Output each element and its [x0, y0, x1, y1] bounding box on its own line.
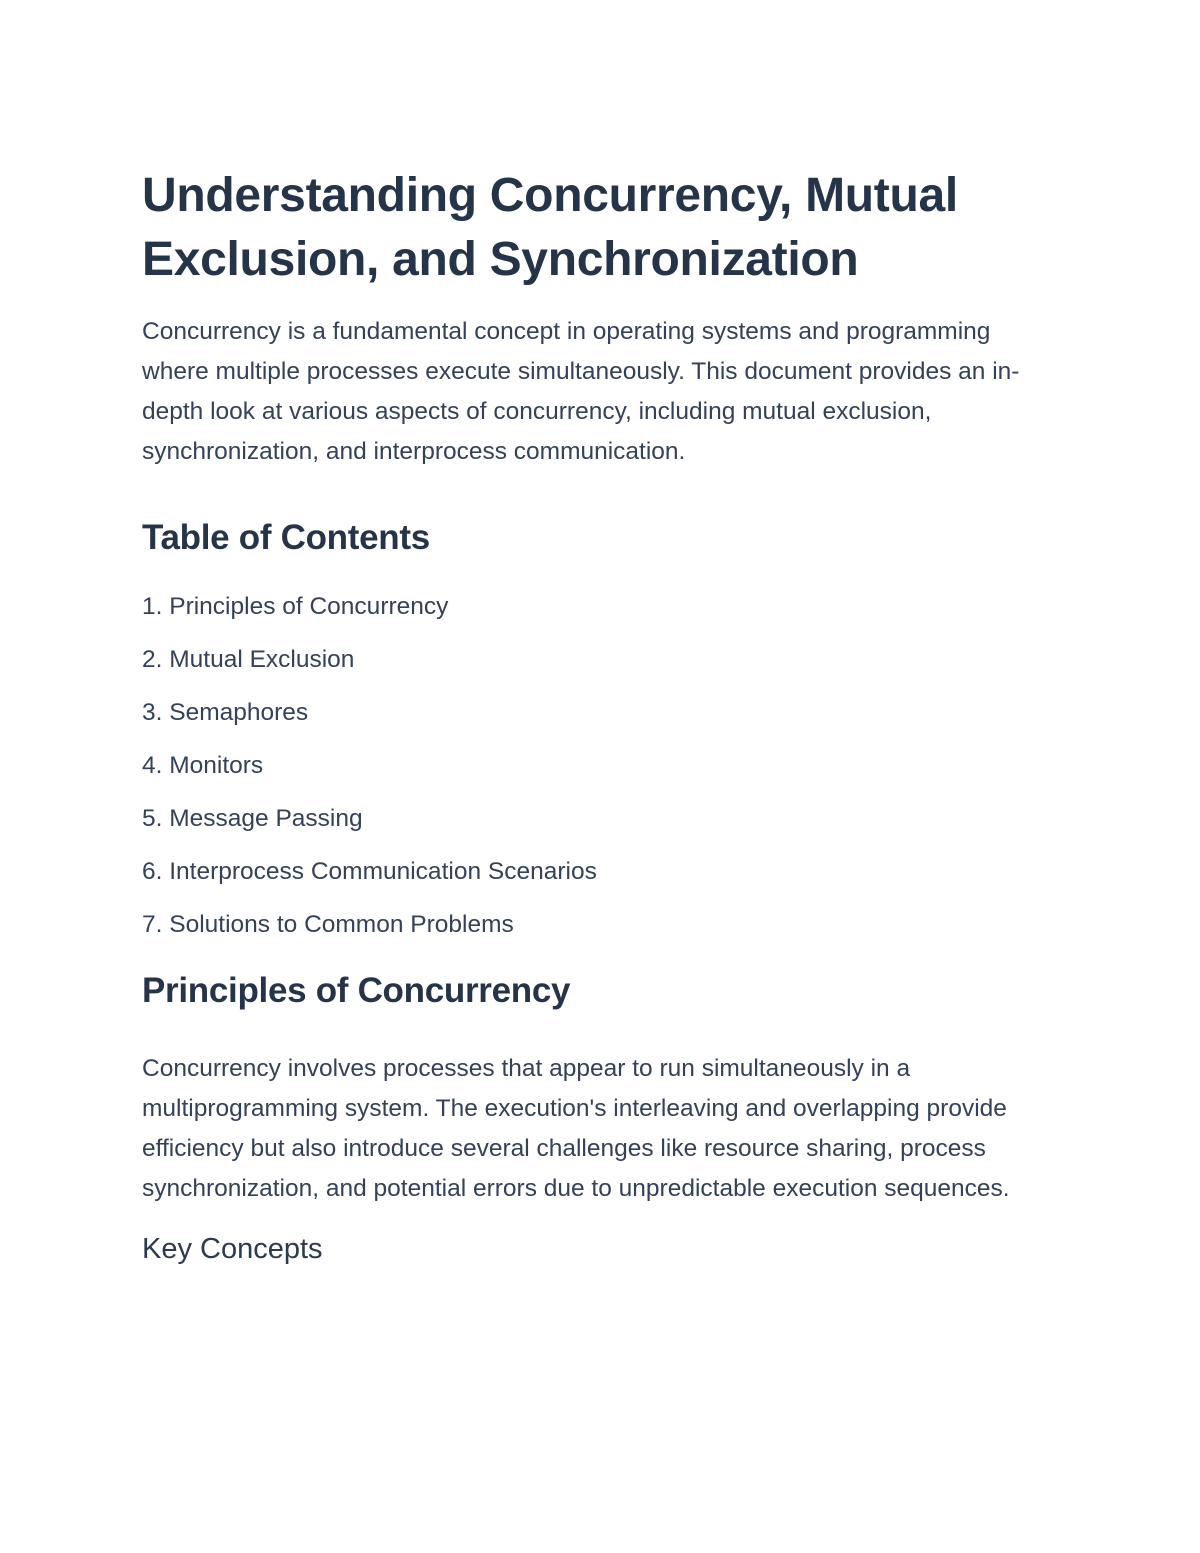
toc-item-monitors: 4. Monitors — [142, 752, 264, 779]
section-paragraph: Concurrency involves processes that appear to run simultaneously in a multiprogramming system. The execution's interleaving and overlapping provide efficiency but also introduce several challenges like resource sharing, process synchronization, and potential errors due to unpredictable execution sequences. — [142, 1055, 1010, 1202]
toc-item-solutions: 7. Solutions to Common Problems — [142, 911, 514, 938]
section-heading: Principles of Concurrency — [142, 971, 571, 1010]
toc-item-semaphores: 3. Semaphores — [142, 699, 309, 726]
toc-list — [142, 580, 1042, 951]
document-page — [142, 164, 1042, 1271]
toc-item-principles: 1. Principles of Concurrency — [142, 593, 449, 620]
toc-item-message-passing: 5. Message Passing — [142, 805, 363, 832]
toc-heading: Table of Contents — [142, 518, 430, 557]
subsection-heading: Key Concepts — [142, 1233, 323, 1265]
toc-item-mutual-exclusion: 2. Mutual Exclusion — [142, 646, 355, 673]
intro-paragraph: Concurrency is a fundamental concept in operating systems and programming where multiple processes execute simultaneously. This document provides an in-depth look at various aspects of concurrency, including mutual exclusion, synchronization, and interprocess communication. — [142, 318, 1020, 465]
toc-item-ipc-scenarios: 6. Interprocess Communication Scenarios — [142, 858, 597, 885]
document-title: Understanding Concurrency, Mutual Exclusion, and Synchronization — [142, 169, 958, 286]
